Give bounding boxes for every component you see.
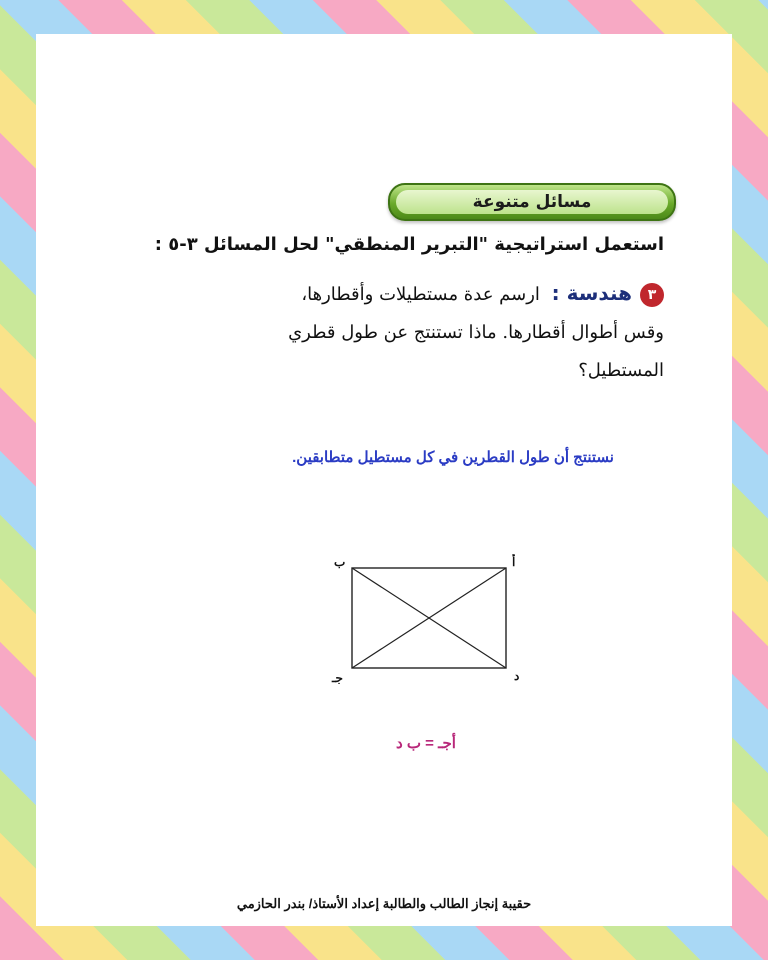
instruction-text: استعمل استراتيجية "التبرير المنطقي" لحل المسائل ٣-٥ : [154, 234, 664, 255]
problem-line-1: ارسم عدة مستطيلات وأقطارها، [301, 284, 540, 305]
answer-text: نستنتج أن طول القطرين في كل مستطيل متطابقين. [292, 449, 614, 466]
worksheet-page [36, 34, 732, 926]
vertex-label-top-left: ب [334, 555, 346, 569]
rectangle-diagram [326, 554, 546, 684]
problem-block [144, 274, 664, 390]
vertex-label-bottom-left: جـ [332, 671, 343, 684]
section-title: مسائل متنوعة [396, 190, 668, 214]
problem-line-3: المستطيل؟ [578, 360, 664, 381]
problem-number-badge: ٣ [640, 283, 664, 307]
footer-credit: حقيبة إنجاز الطالب والطالبة إعداد الأستاذ/ بندر الحازمي [236, 896, 532, 911]
equation-text: أجـ = ب د [396, 735, 456, 752]
problem-topic: هندسة : [551, 281, 632, 305]
section-header-pill [388, 183, 676, 221]
problem-line-2: وقس أطوال أقطارها. ماذا تستنتج عن طول قطري [288, 322, 664, 343]
problem-first-line [144, 274, 664, 314]
vertex-label-bottom-right: د [514, 669, 520, 683]
vertex-label-top-right: أ [512, 555, 516, 569]
